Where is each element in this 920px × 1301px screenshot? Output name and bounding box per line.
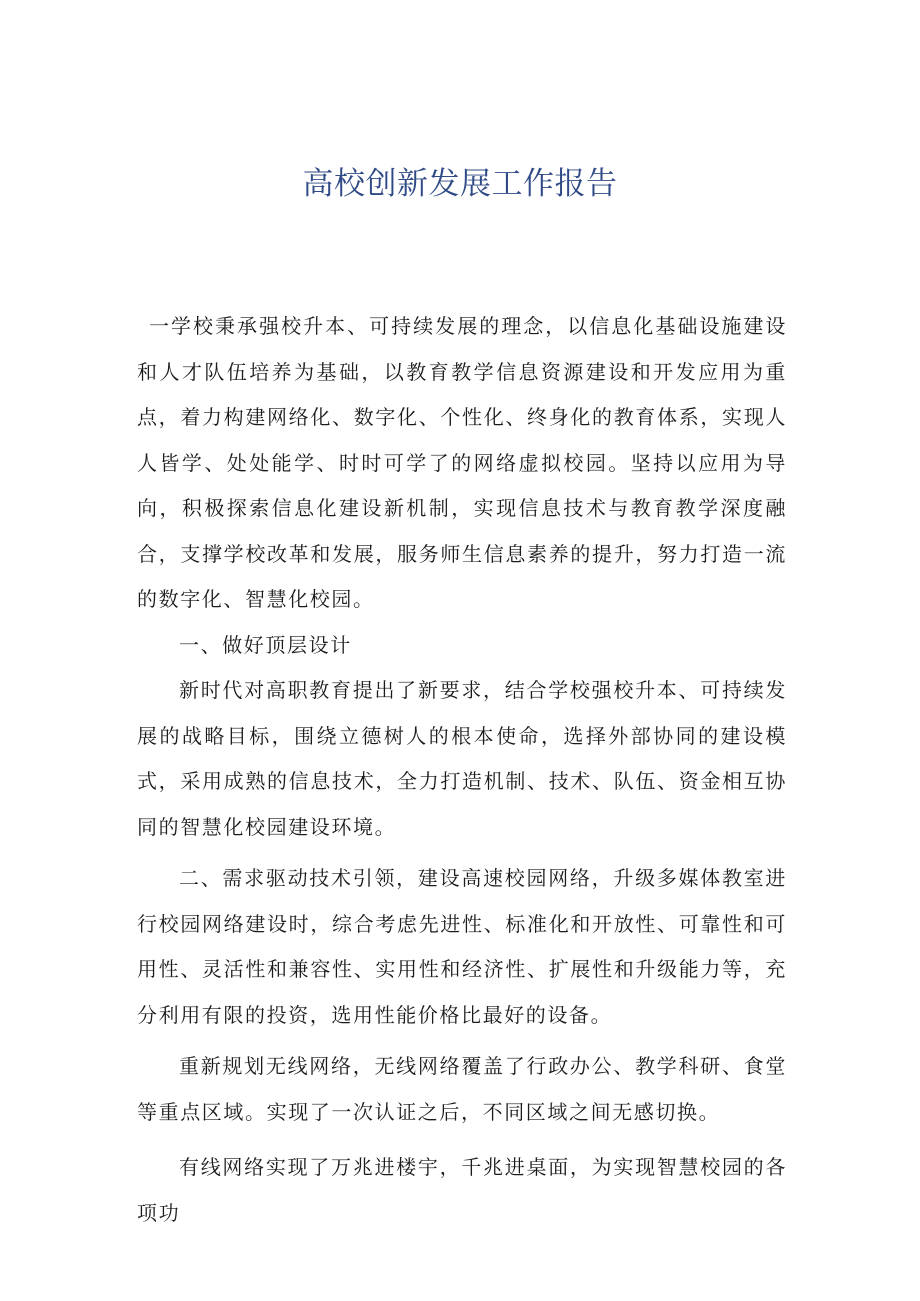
paragraph-intro: 一学校秉承强校升本、可持续发展的理念，以信息化基础设施建设和人才队伍培养为基础，以教育教学信息资源建设和开发应用为重点，着力构建网络化、数字化、个性化、终身化的教育体系，实现人人皆学、处处能学、时时可学了的网络虚拟校园。坚持以应用为导向，积极探索信息化建设新机制，实现信息技术与教育教学深度融合，支撑学校改革和发展，服务师生信息素养的提升，努力打造一流的数字化、智慧化校园。 <box>137 314 787 611</box>
section-heading-top-level-design: 一、做好顶层设计 <box>179 632 352 657</box>
paragraph-wired-network: 有线网络实现了万兆进楼宇，千兆进桌面，为实现智慧校园的各项功 <box>137 1155 787 1225</box>
document-body <box>137 304 787 1236</box>
paragraph-wireless-network: 重新规划无线网络，无线网络覆盖了行政办公、教学科研、食堂等重点区域。实现了一次认证之后，不同区域之间无感切换。 <box>137 1054 787 1124</box>
paragraph-new-era-requirements: 新时代对高职教育提出了新要求，结合学校强校升本、可持续发展的战略目标，围绕立德树人的根本使命，选择外部协同的建设模式，采用成熟的信息技术，全力打造机制、技术、队伍、资金相互协同的智慧化校园建设环境。 <box>137 678 787 839</box>
paragraph-campus-network: 二、需求驱动技术引领，建设高速校园网络，升级多媒体教室进行校园网络建设时，综合考虑先进性、标准化和开放性、可靠性和可用性、灵活性和兼容性、实用性和经济性、扩展性和升级能力等，充分利用有限的投资，选用性能价格比最好的设备。 <box>137 866 787 1027</box>
document-title: 高校创新发展工作报告 <box>302 166 618 202</box>
